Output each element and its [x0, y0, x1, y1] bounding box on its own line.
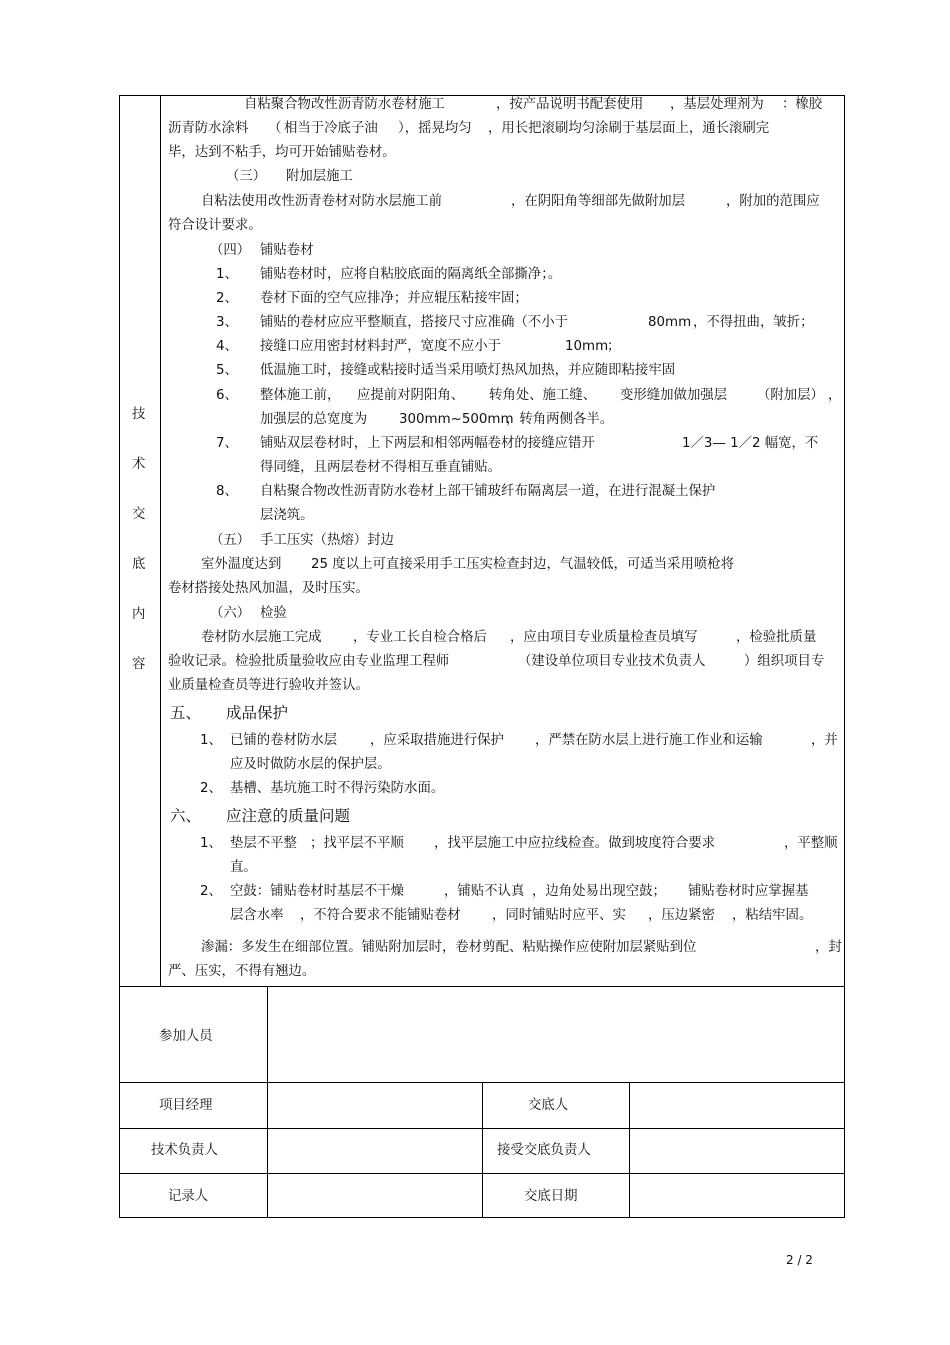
text-segment: ，粘结牢固。 — [732, 908, 813, 923]
text-segment: 基槽、基坑施工时不得污染防水面。 — [230, 781, 445, 796]
page-number: 2 / 2 — [786, 1253, 813, 1267]
text-segment: 6、 — [216, 388, 238, 403]
text-segment: 严、压实，不得有翘边。 — [168, 964, 316, 979]
text-segment: 渗漏：多发生在细部位置。铺贴附加层时，卷材剪配、粘贴操作应使附加层紧贴到位 — [201, 940, 697, 955]
text-segment: 空鼓：铺贴卷材时基层不干燥 — [230, 884, 405, 899]
text-segment: 加强层的总宽度为 — [260, 412, 368, 427]
table-border-right — [844, 95, 845, 1218]
text-segment: 垫层不平整 — [230, 836, 297, 851]
tech-lead-label: 技术负责人 — [151, 1143, 218, 1158]
side-label-char: 容 — [132, 657, 146, 672]
text-segment: ，边角处易出现空鼓； — [532, 884, 666, 899]
text-segment: 沥青防水涂料 — [168, 121, 249, 136]
text-segment: 10mm — [565, 339, 609, 354]
text-segment: ，基层处理剂为 — [670, 97, 764, 112]
tech-lead-cell[interactable] — [268, 1129, 482, 1173]
text-segment: 检验 — [260, 606, 287, 621]
presenter-label: 交底人 — [528, 1098, 569, 1113]
side-label-char: 交 — [132, 507, 146, 522]
text-segment: 整体施工前， — [260, 388, 341, 403]
receiver-lead-cell[interactable] — [630, 1129, 844, 1173]
text-segment: ，同时铺贴时应平、实 — [492, 908, 626, 923]
text-segment: ，专业工长自检合格后 — [353, 630, 487, 645]
text-segment: 300mm~500mm — [399, 412, 514, 427]
text-segment: 变形缝加做加强层 — [620, 388, 728, 403]
text-segment: 7、 — [216, 436, 238, 451]
text-segment: ，找平层施工中应拉线检查。做到坡度符合要求 — [434, 836, 716, 851]
text-segment: 5、 — [216, 363, 238, 378]
signoff-column-divider-2 — [482, 1082, 483, 1218]
date-cell[interactable] — [630, 1174, 844, 1217]
text-segment: ，不得扭曲，皱折； — [693, 315, 814, 330]
text-segment: ，按产品说明书配套使用 — [496, 97, 644, 112]
text-segment: ，检验批质量 — [736, 630, 817, 645]
text-segment: ， — [828, 388, 842, 403]
text-segment: ； — [607, 339, 621, 354]
text-segment: （附加层） — [757, 388, 824, 403]
text-segment: （五） — [210, 533, 251, 548]
text-segment: 应提前对阴阳角、 — [357, 388, 465, 403]
text-segment: 室外温度达到 — [201, 557, 282, 572]
recorder-cell[interactable] — [268, 1174, 482, 1217]
text-segment: 自粘聚合物改性沥青防水卷材施工 — [244, 97, 445, 112]
text-segment: 验收记录。检验批质量验收应由专业监理工程师 — [168, 654, 450, 669]
text-segment: 层含水率 — [230, 908, 284, 923]
text-segment: ，封 — [815, 940, 842, 955]
text-segment: ，不符合要求不能铺贴卷材 — [300, 908, 461, 923]
text-segment: ，并 — [811, 733, 838, 748]
text-segment: 1、 — [200, 733, 222, 748]
side-label-char: 技 — [132, 407, 146, 422]
presenter-cell[interactable] — [630, 1083, 844, 1128]
text-segment: （ — [268, 121, 282, 136]
text-segment: 3、 — [216, 315, 238, 330]
text-segment: （六） — [210, 606, 251, 621]
text-segment: 成品保护 — [226, 704, 289, 722]
recorder-label: 记录人 — [168, 1189, 209, 1204]
text-segment: 业质量检查员等进行验收并签认。 — [168, 678, 369, 693]
text-segment: 自粘聚合物改性沥青防水卷材上部干铺玻纤布隔离层一道，在进行混凝土保护 — [260, 484, 716, 499]
content-column-divider — [160, 95, 161, 987]
participants-cell[interactable] — [268, 987, 844, 1082]
text-segment: 铺贴卷材时，应将自粘胶底面的隔离纸全部撕净；。 — [260, 267, 562, 282]
text-segment: 8、 — [216, 484, 238, 499]
text-segment: 铺贴的卷材应应平整顺直，搭接尺寸应准确（不小于 — [260, 315, 568, 330]
text-segment: 25 度以上可直接采用手工压实检查封边，气温较低，可适当采用喷枪将 — [311, 557, 735, 572]
text-segment: 卷材搭接处热风加温，及时压实。 — [168, 581, 369, 596]
text-segment: ），摇晃均匀 — [398, 121, 472, 136]
text-segment: 五、 — [170, 704, 202, 722]
text-segment: ，用长把滚刷均匀涂刷于基层面上，通长滚刷完 — [488, 121, 770, 136]
text-segment: 相当于冷底子油 — [284, 121, 378, 136]
text-segment: 毕，达到不粘手，均可开始铺贴卷材。 — [168, 145, 396, 160]
text-segment: 2、 — [216, 291, 238, 306]
text-segment: ，转角两侧各半。 — [506, 412, 614, 427]
text-segment: 应及时做防水层的保护层。 — [230, 757, 391, 772]
text-segment: （四） — [210, 243, 251, 258]
text-segment: （建设单位项目专业技术负责人 — [518, 654, 706, 669]
text-segment: ，应采取措施进行保护 — [370, 733, 504, 748]
text-segment: 1、 — [216, 267, 238, 282]
text-segment: 附加层施工 — [286, 169, 353, 184]
side-label-char: 底 — [132, 557, 146, 572]
text-segment: 铺贴卷材时应掌握基 — [688, 884, 809, 899]
participants-label: 参加人员 — [159, 1029, 213, 1044]
text-segment: ，附加的范围应 — [726, 194, 820, 209]
text-segment: 卷材下面的空气应排净；并应辊压粘接牢固； — [260, 291, 528, 306]
text-segment: ，铺贴不认真 — [444, 884, 525, 899]
text-segment: 接缝口应用密封材料封严，宽度不应小于 — [260, 339, 502, 354]
text-segment: 2、 — [200, 884, 222, 899]
text-segment: ）组织项目专 — [744, 654, 825, 669]
text-segment: 应注意的质量问题 — [226, 807, 351, 825]
text-segment: （三） — [226, 169, 267, 184]
text-segment: 2、 — [200, 781, 222, 796]
text-segment: 手工压实（热熔）封边 — [260, 533, 394, 548]
text-segment: 已铺的卷材防水层 — [230, 733, 338, 748]
text-segment: ，压边紧密 — [648, 908, 715, 923]
receiver-lead-label: 接受交底负责人 — [497, 1143, 591, 1158]
text-segment: 80mm — [648, 315, 692, 330]
project-manager-label: 项目经理 — [159, 1098, 213, 1113]
text-segment: 卷材防水层施工完成 — [201, 630, 322, 645]
side-label-char: 术 — [132, 457, 146, 472]
text-segment: ；找平层不平顺 — [310, 836, 404, 851]
text-segment: ，平整顺 — [784, 836, 838, 851]
project-manager-cell[interactable] — [268, 1083, 482, 1128]
text-segment: 1、 — [200, 836, 222, 851]
text-segment: 铺贴双层卷材时，上下两层和相邻两幅卷材的接缝应错开 — [260, 436, 595, 451]
text-segment: 4、 — [216, 339, 238, 354]
text-segment: 1／3— 1／2 幅宽，不 — [682, 436, 819, 451]
date-label: 交底日期 — [524, 1189, 578, 1204]
text-segment: ：橡胶 — [782, 97, 823, 112]
table-border-top — [119, 95, 845, 96]
text-segment: ，严禁在防水层上进行施工作业和运输 — [535, 733, 763, 748]
side-label-char: 内 — [132, 607, 146, 622]
text-segment: ，应由项目专业质量检查员填写 — [510, 630, 698, 645]
text-segment: 转角处、施工缝、 — [489, 388, 597, 403]
text-segment: ，在阴阳角等细部先做附加层 — [511, 194, 686, 209]
text-segment: 直。 — [230, 860, 257, 875]
text-segment: 层浇筑。 — [260, 508, 314, 523]
text-segment: 自粘法使用改性沥青卷材对防水层施工前 — [201, 194, 443, 209]
text-segment: 六、 — [170, 807, 202, 825]
table-border-left — [119, 95, 120, 1218]
text-segment: 得同缝，且两层卷材不得相互垂直铺贴。 — [260, 460, 502, 475]
text-segment: 铺贴卷材 — [260, 243, 314, 258]
text-segment: 符合设计要求。 — [168, 218, 262, 233]
text-segment: 低温施工时，接缝或粘接时适当采用喷灯热风加热，并应随即粘接牢固 — [260, 363, 676, 378]
